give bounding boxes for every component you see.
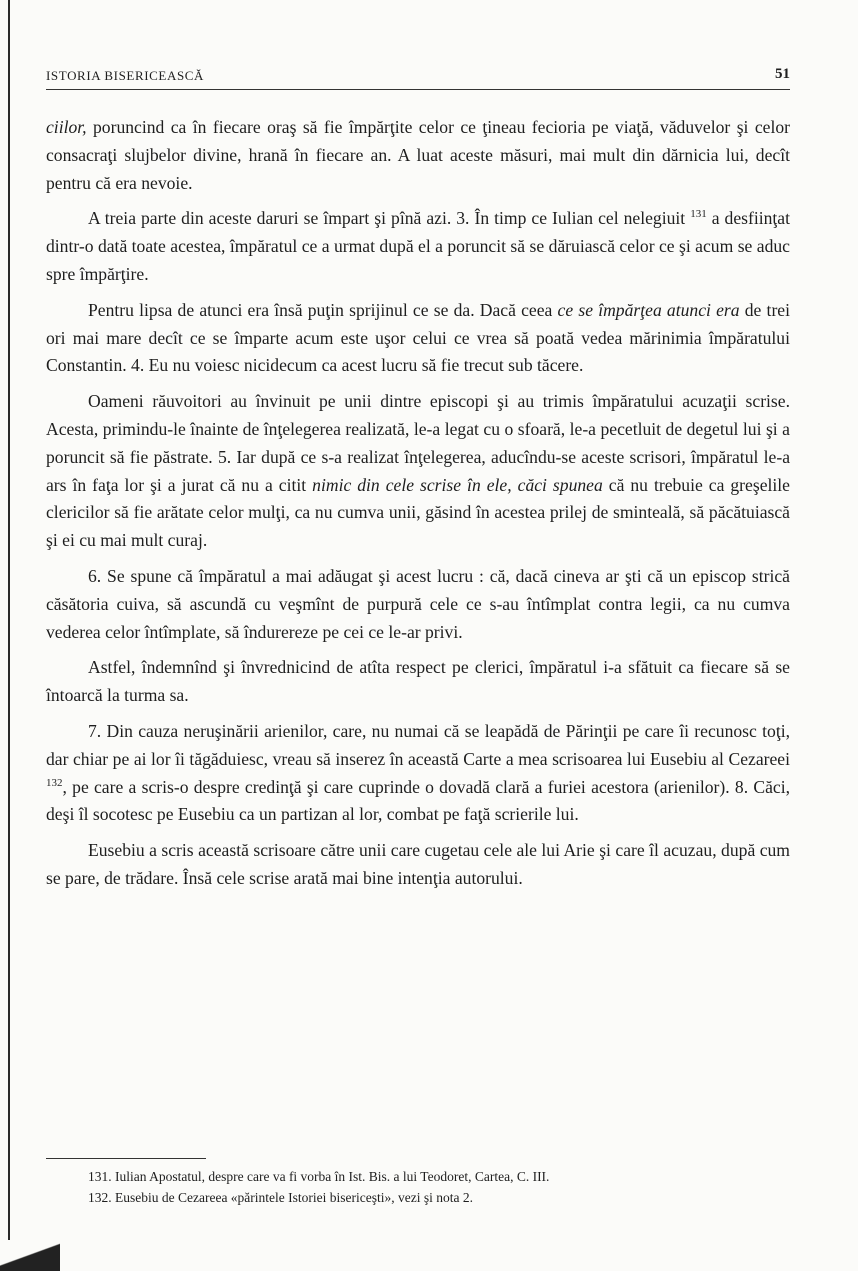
text-run: A treia parte din aceste daruri se împart şi pînă azi. 3. În timp ce Iulian cel nelegiuit bbox=[88, 208, 691, 229]
paragraph bbox=[46, 718, 790, 829]
text-run: că nu trebuie ca greşelile clericilor să fie arătate celor mulţi, ca nu cumva unii, găsind în acestea prilej de sminteală, să păcătuiască şi ei cu mai mult curaj. bbox=[46, 474, 790, 551]
text-run: a desfiinţat dintr-o dată toate acestea, împăratul ce a urmat după el a poruncit să se dăruiască celor ce şi acum se aduc spre împărţire. bbox=[46, 208, 790, 284]
paragraph bbox=[46, 388, 790, 555]
footnote: 132. Eusebiu de Cezareea «părintele Istoriei bisericeşti», vezi şi nota 2. bbox=[88, 1190, 473, 1205]
footnote-ref: 132 bbox=[46, 776, 63, 789]
paragraph bbox=[46, 837, 790, 893]
footnote-rule bbox=[46, 1158, 206, 1159]
italic-text: ce se împărţea atunci era bbox=[557, 299, 740, 320]
text-run: 7. Din cauza neruşinării arienilor, care, nu numai că se leapădă de Părinţii pe care îi recunosc toţi, dar chiar pe ai lor îi tăgăduiesc, vreau să inserez în această Carte a mea scrisoarea lui Eusebiu al Cezareei bbox=[46, 720, 790, 769]
footnote: 131. Iulian Apostatul, despre care va fi vorba în Ist. Bis. a lui Teodoret, Cartea, C. III. bbox=[88, 1169, 550, 1184]
paragraph bbox=[46, 563, 790, 646]
text-run: , pe care a scris-o despre credinţă şi care cuprinde o dovadă clară a furiei acestora (arienilor). 8. Căci, deşi îl socotesc pe Eusebiu ca un partizan al lor, combat pe faţă scrierile lui. bbox=[46, 776, 790, 825]
footnotes bbox=[46, 1168, 790, 1210]
header-rule bbox=[46, 89, 790, 90]
footnote-ref: 131 bbox=[690, 208, 707, 221]
text-run: Eusebiu a scris această scrisoare către unii care cugetau cele ale lui Arie şi care îl acuzau, după cum se pare, de trădare. Însă cele scrise arată mai bine intenţia autorului. bbox=[46, 840, 790, 888]
scan-shadow bbox=[0, 1231, 60, 1271]
italic-text: ciilor, bbox=[46, 117, 87, 137]
paragraph bbox=[46, 297, 790, 380]
paragraph bbox=[46, 205, 790, 288]
paragraph bbox=[46, 114, 790, 197]
text-run: de trei ori mai mare decît ce se împarte acum este uşor celui ce vrea să poată vedea mărinimia împăratului Constantin. 4. Eu nu voiesc nicidecum ca acest lucru să fie trecut sub tăcere. bbox=[46, 299, 790, 376]
text-run: Astfel, îndemnînd şi învrednicind de atîta respect pe clerici, împăratul i-a sfătuit ca fiecare să se întoarcă la turma sa. bbox=[46, 657, 790, 706]
text-run: Pentru lipsa de atunci era însă puţin sprijinul ce se da. Dacă ceea bbox=[88, 299, 558, 320]
paragraph bbox=[46, 654, 790, 710]
page-header bbox=[46, 66, 790, 88]
italic-text: nimic din cele scrise în ele, căci spunea bbox=[312, 474, 603, 495]
text-run: Oameni răuvoitori au învinuit pe unii dintre episcopi şi au trimis împăratului acuzaţii scrise. Acesta, primindu-le înainte de înţelegerea realizată, le-a legat cu o sfoară, le-a pecetluit de degetul lui şi a poruncit să fie păstrate. 5. Iar după ce s-a realizat înţelegerea, aducîndu-se aceste scrisori, împăratul le-a ars în faţa lor şi a jurat că nu a citit bbox=[46, 391, 790, 495]
text-run: poruncind ca în fiecare oraş să fie împărţite celor ce ţineau fecioria pe viaţă, văduvelor şi celor consacraţi slujbelor divine, hrană în fiecare an. A luat aceste măsuri, mai mult din dărnicia lui, decît pentru că era nevoie. bbox=[46, 117, 790, 193]
body-text bbox=[46, 114, 790, 901]
running-title: ISTORIA BISERICEASCĂ bbox=[46, 68, 205, 83]
text-run: 6. Se spune că împăratul a mai adăugat şi acest lucru : că, dacă cineva ar şti că un episcop strică căsătoria cuiva, să ascundă cu veşmînt de purpură cele ce s-au întîmplat contra legii, ca nu cumva vederea celor întîmplate, să îndurereze pe cei ce le-ar privi. bbox=[46, 565, 790, 642]
page-number: 51 bbox=[775, 66, 790, 82]
scan-border bbox=[8, 0, 10, 1240]
